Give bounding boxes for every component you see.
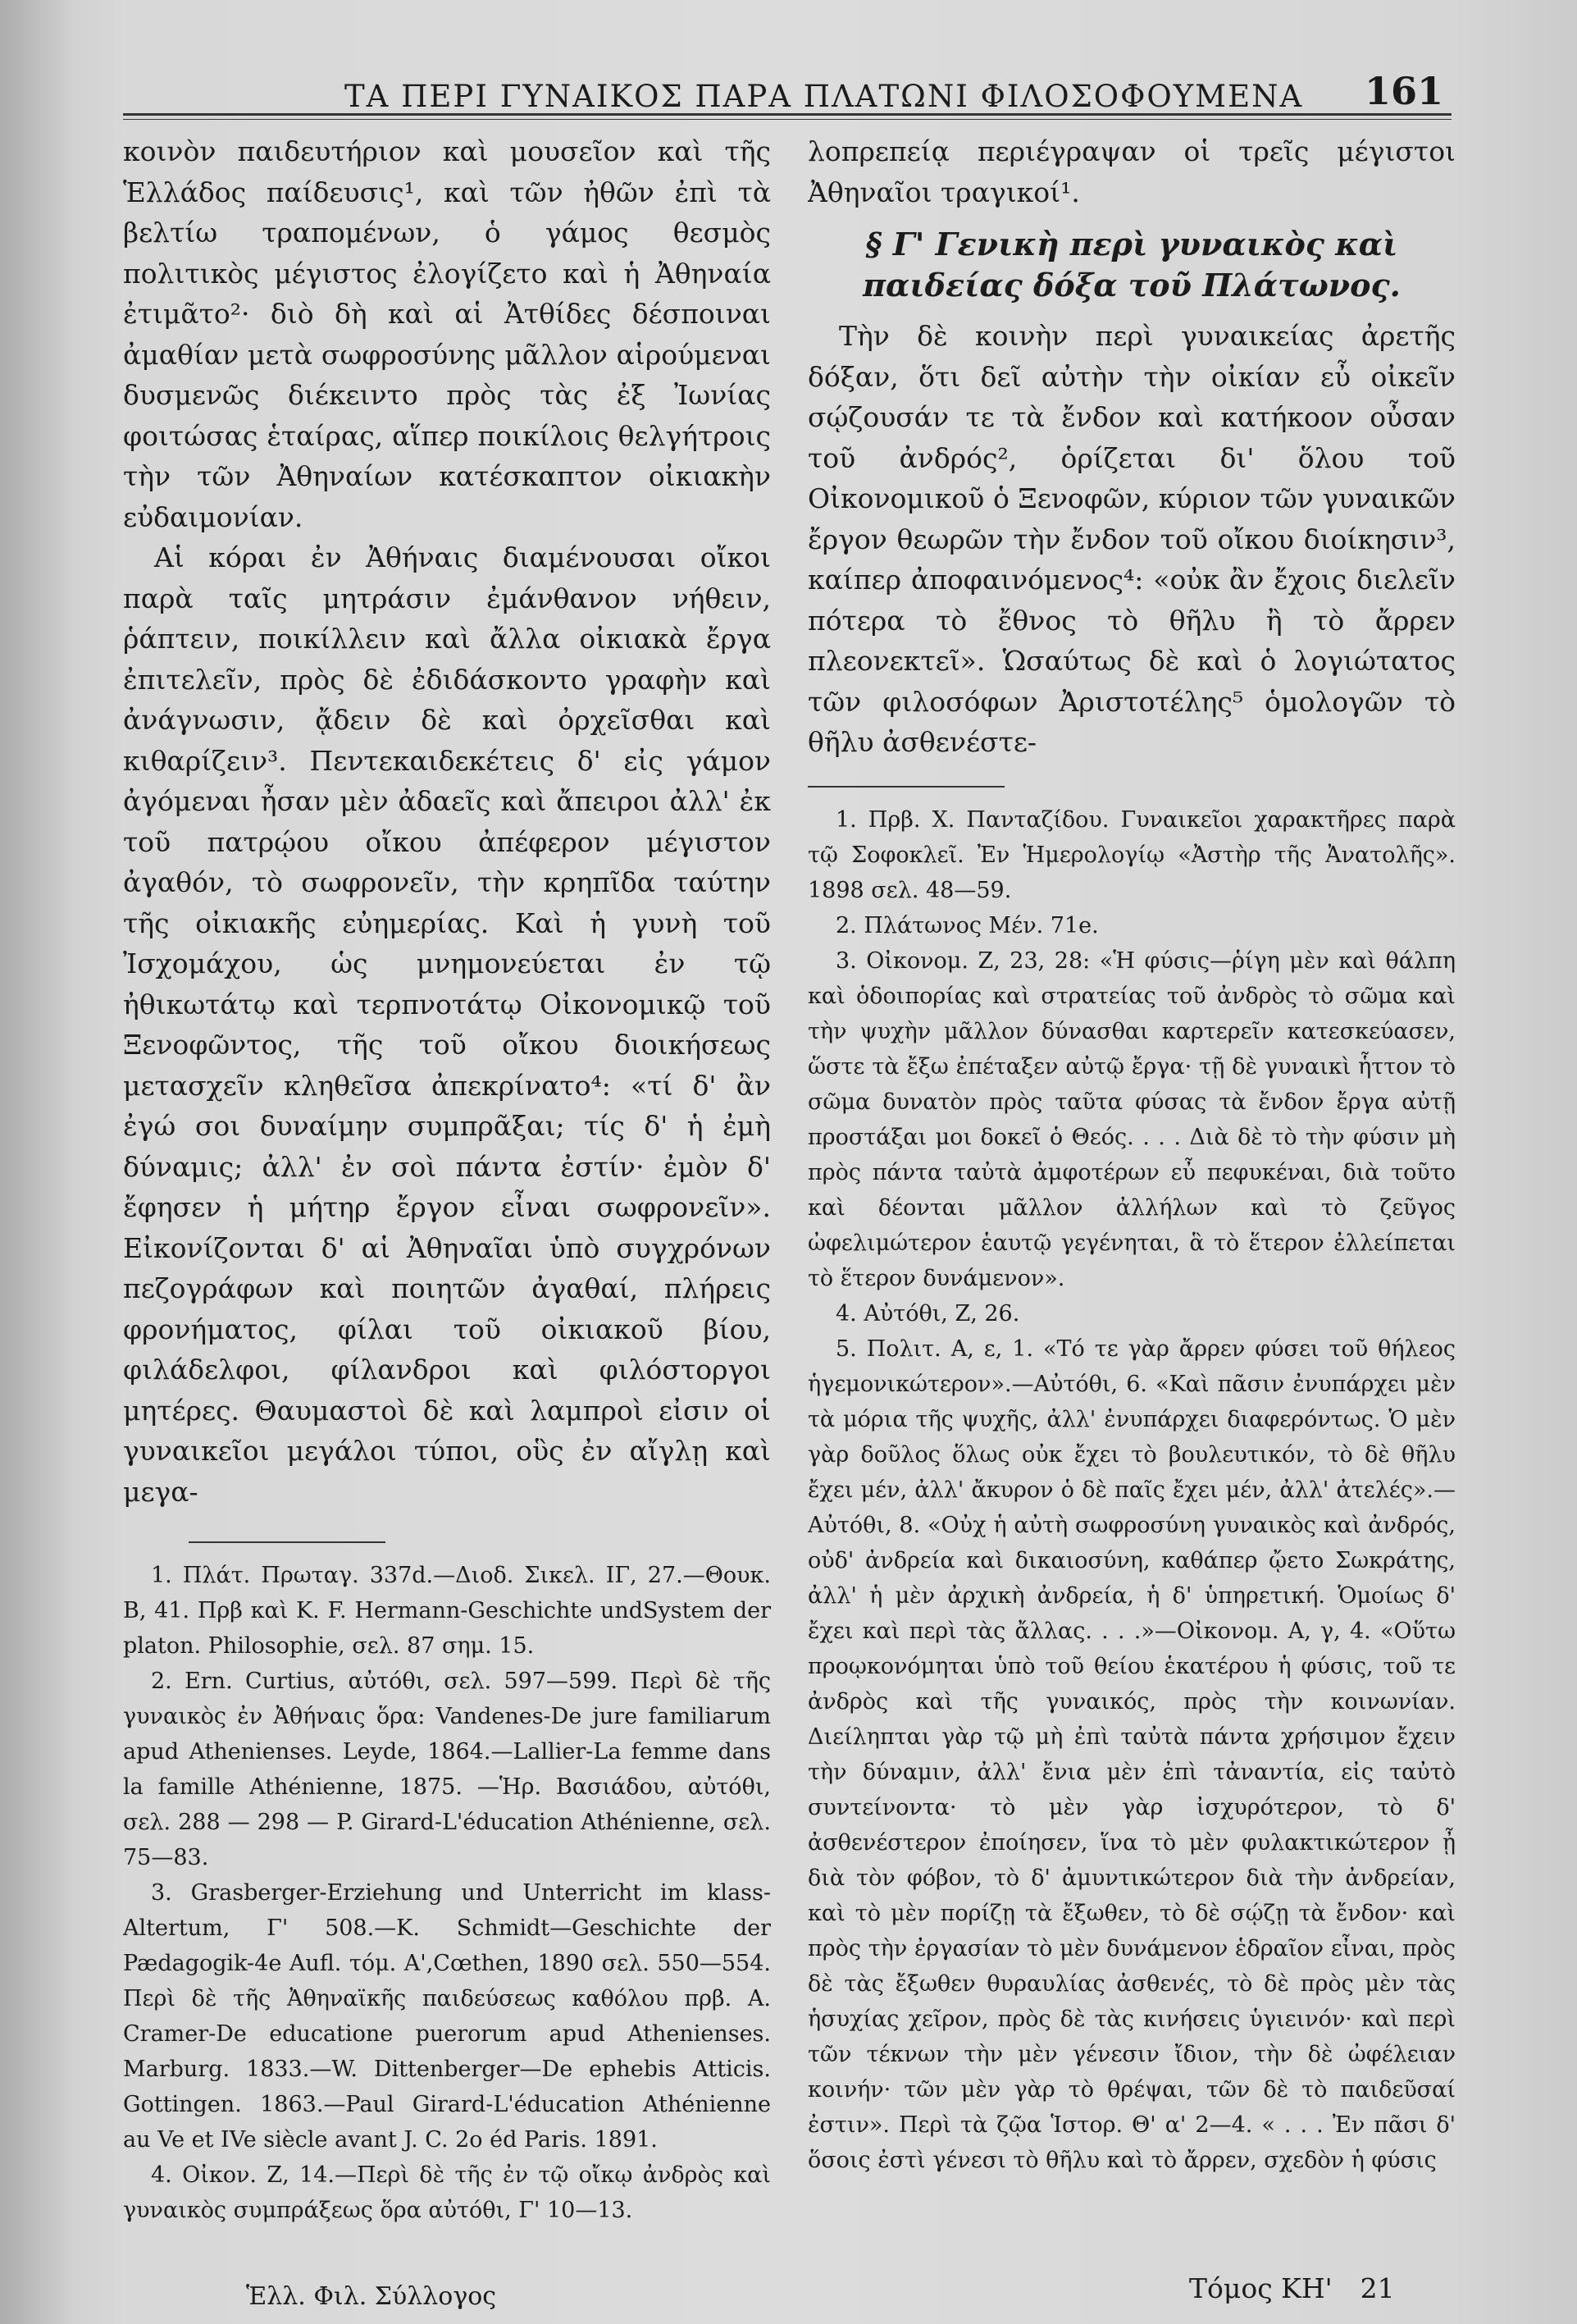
volume-sheet-number: 21: [1360, 2272, 1395, 2304]
right-footnote-4: 4. Αὐτόθι, Ζ, 26.: [836, 1300, 1020, 1326]
right-footnote-2: 2. Πλάτωνος Μέν. 71e.: [836, 912, 1099, 938]
left-column: [123, 131, 771, 2248]
left-footnote-4: 4. Οἰκον. Ζ, 14.—Περὶ δὲ τῆς ἐν τῷ οἴκῳ ἀνδρὸς καὶ γυναικὸς συμπράξεως ὅρα αὐτόθι, Γ' 10—13.: [123, 2162, 771, 2223]
left-footnote-2: 2. Ern. Curtius, αὐτόθι, σελ. 597—599. Περὶ δὲ τῆς γυναικὸς ἐν Ἀθήναις ὅρα: Vandenes-De jure familiarum apud Athenienses. Leyde, 1864.—Lallier-La femme dans la famille Athénienne, 1875. —Ἡρ. Βασιάδου, αὐτόθι, σελ. 288 — 298 — P. Girard-L'éducation Athénienne, σελ. 75—83.: [123, 1669, 771, 1870]
left-body-text: [123, 131, 771, 1512]
right-footnote-rule: [808, 786, 1005, 788]
society-signature: Ἑλλ. Φιλ. Σύλλογος: [246, 2282, 497, 2311]
left-footnote-rule: [189, 1541, 385, 1543]
volume-label: Τόμος ΚΗ': [1189, 2272, 1333, 2304]
left-footnote-3: 3. Grasberger-Erziehung und Unterricht im klass-Altertum, Γ' 508.—K. Schmidt—Geschichte der Pædagogik-4e Aufl. τόμ. Α',Cœthen, 1890 σελ. 550—554. Περὶ δὲ τῆς Ἀθηναϊκῆς παιδεύσεως καθόλου πρβ. A. Cramer-De educatione puerorum apud Athenienses. Marburg. 1833.—W. Dittenberger—De ephebis Atticis. Gottingen. 1863.—Paul Girard-L'éducation Athénienne au Ve et IVe siècle avant J. C. 2o éd Paris. 1891.: [123, 1880, 771, 2153]
left-footnote-1: 1. Πλάτ. Πρωταγ. 337d.—Διοδ. Σικελ. ΙΓ, 27.—Θουκ. Β, 41. Πρβ καὶ K. F. Hermann-Geschichte undSystem der platon. Philosophie, σελ. 87 σημ. 15.: [123, 1563, 771, 1659]
left-footnotes: [123, 1558, 771, 2228]
page-number: 161: [1364, 69, 1443, 113]
right-column: [808, 131, 1456, 2248]
right-body-text: [808, 131, 1456, 763]
header-rule: [123, 113, 1452, 120]
right-lead-in: λοπρεπείᾳ περιέγραψαν οἱ τρεῖς μέγιστοι Ἀθηναῖοι τραγικοί¹.: [808, 135, 1456, 208]
right-footnote-5: 5. Πολιτ. Α, ε, 1. «Τό τε γὰρ ἄρρεν φύσει τοῦ θήλεος ἡγεμονικώτερον».—Αὐτόθι, 6. «Καὶ πᾶσιν ἐνυπάρχει μὲν τὰ μόρια τῆς ψυχῆς, ἀλλ' ἐνυπάρχει διαφερόντως. Ὁ μὲν γὰρ δοῦλος ὅλως οὐκ ἔχει τὸ βουλευτικόν, τὸ δὲ θῆλυ ἔχει μέν, ἀλλ' ἄκυρον ὁ δὲ παῖς ἔχει μέν, ἀλλ' ἀτελές».—Αὐτόθι, 8. «Οὐχ ἡ αὐτὴ σωφροσύνη γυναικὸς καὶ ἀνδρός, οὐδ' ἀνδρεία καὶ δικαιοσύνη, καθάπερ ᾤετο Σωκράτης, ἀλλ' ἡ μὲν ἀρχικὴ ἀνδρεία, ἡ δ' ὑπηρετική. Ὁμοίως δ' ἔχει καὶ περὶ τὰς ἄλλας. . . .»—Οἰκονομ. Α, γ, 4. «Οὕτω προῳκονόμηται ὑπὸ τοῦ θείου ἑκατέρου ἡ φύσις, τοῦ τε ἀνδρὸς καὶ τῆς γυναικός, πρὸς τὴν κοινωνίαν. Διείληπται γὰρ τῷ μὴ ἐπὶ ταὐτὰ πάντα χρήσιμον ἔχειν τὴν δύναμιν, ἀλλ' ἔνια μὲν ἐπὶ τἀναντία, εἰς ταὐτὸ συντείνοντα· τὸ μὲν γὰρ ἰσχυρότερον, τὸ δ' ἀσθενέστερον ἐποίησεν, ἵνα τὸ μὲν φυλακτικώτερον ᾖ διὰ τὸν φόβον, τὸ δ' ἀμυντικώτερον διὰ τὴν ἀνδρείαν, καὶ τὸ μὲν πορίζῃ τὰ ἔξωθεν, τὸ δὲ σῴζῃ τὰ ἔνδον· καὶ πρὸς τὴν ἐργασίαν τὸ μὲν δυνάμενον ἑδραῖον εἶναι, πρὸς δὲ τὰς ἔξωθεν θυραυλίας ἀσθενές, τὸ δὲ πρὸς μὲν τὰς ἡσυχίας χεῖρον, πρὸς δὲ τὰς κινήσεις ὑγιεινόν· καὶ περὶ τῶν τέκνων τὴν μὲν γένεσιν ἴδιον, τὴν δὲ ὠφέλειαν κοινήν· τῶν μὲν γὰρ τὸ θρέψαι, τῶν δὲ τὸ παιδεῦσαί ἐστιν». Περὶ τὰ ζῷα Ἱστορ. Θ' α' 2—4. « . . . Ἐν πᾶσι δ' ὅσοις ἐστὶ γένεσι τὸ θῆλυ καὶ τὸ ἄρρεν, σχεδὸν ἡ φύσις: [808, 1336, 1456, 2173]
running-title: ΤΑ ΠΕΡΙ ΓΥΝΑΙΚΟΣ ΠΑΡΑ ΠΛΑΤΩΝΙ ΦΙΛΟΣΟΦΟΥΜΕΝΑ: [344, 79, 1304, 114]
left-paragraph-1: κοινὸν παιδευτήριον καὶ μουσεῖον καὶ τῆς Ἑλλάδος παίδευσις¹, καὶ τῶν ἠθῶν ἐπὶ τὰ βελτίω τραπομένων, ὁ γάμος θεσμὸς πολιτικὸς μέγιστος ἐλογίζετο καὶ ἡ Ἀθηναία ἐτιμᾶτο²· διὸ δὴ καὶ αἱ Ἀτθίδες δέσποιναι ἀμαθίαν μετὰ σωφροσύνης μᾶλλον αἱρούμεναι δυσμενῶς διέκειντο πρὸς τὰς ἐξ Ἰωνίας φοιτώσας ἑταίρας, αἵπερ ποικίλοις θελγήτροις τὴν τῶν Ἀθηναίων κατέσκαπτον οἰκιακὴν εὐδαιμονίαν.: [123, 135, 771, 533]
volume-signature: [1189, 2272, 1395, 2304]
right-footnote-3: 3. Οἰκονομ. Ζ, 23, 28: «Ἡ φύσις—ῥίγη μὲν καὶ θάλπη καὶ ὁδοιπορίας καὶ στρατείας τοῦ ἀνδρὸς τὸ σῶμα καὶ τὴν ψυχὴν μᾶλλον δύνασθαι καρτερεῖν κατεσκεύασεν, ὥστε τὰ ἔξω ἐπέταξεν αὐτῷ ἔργα· τῇ δὲ γυναικὶ ἧττον τὸ σῶμα δυνατὸν πρὸς ταῦτα φύσας τὰ ἔνδον ἔργα αὐτῇ προστάξαι μοι δοκεῖ ὁ Θεός. . . . Διὰ δὲ τὸ τὴν φύσιν μὴ πρὸς πάντα ταὐτὰ ἀμφοτέρων εὖ πεφυκέναι, διὰ τοῦτο καὶ δέονται μᾶλλον ἀλλήλων καὶ τὸ ζεῦγος ὠφελιμώτερον ἑαυτῷ γεγένηται, ἃ τὸ ἕτερον ἐλλείπεται τὸ ἕτερον δυνάμενον».: [808, 947, 1456, 1291]
right-paragraph: Τὴν δὲ κοινὴν περὶ γυναικείας ἀρετῆς δόξαν, ὅτι δεῖ αὐτὴν τὴν οἰκίαν εὖ οἰκεῖν σῴζουσάν τε τὰ ἔνδον καὶ κατήκοον οὖσαν τοῦ ἀνδρός², ὁρίζεται δι' ὅλου τοῦ Οἰκονομικοῦ ὁ Ξενοφῶν, κύριον τῶν γυναικῶν ἔργον θεωρῶν τὴν ἔνδον τοῦ οἴκου διοίκησιν³, καίπερ ἀποφαινόμενος⁴: «οὐκ ἂν ἔχοις διελεῖν πότερα τὸ ἔθνος τὸ θῆλυ ἢ τὸ ἄρρεν πλεονεκτεῖ». Ὡσαύτως δὲ καὶ ὁ λογιώτατος τῶν φιλοσόφων Ἀριστοτέλης⁵ ὁμολογῶν τὸ θῆλυ ἀσθενέστε-: [808, 320, 1456, 758]
left-paragraph-2: Αἱ κόραι ἐν Ἀθήναις διαμένουσαι οἴκοι παρὰ ταῖς μητράσιν ἐμάνθανον νήθειν, ῥάπτειν, ποικίλλειν καὶ ἄλλα οἰκιακὰ ἔργα ἐπιτελεῖν, πρὸς δὲ ἐδιδάσκοντο γραφὴν καὶ ἀνάγνωσιν, ᾄδειν δὲ καὶ ὀρχεῖσθαι καὶ κιθαρίζειν³. Πεντεκαιδεκέτεις δ' εἰς γάμον ἀγόμεναι ἦσαν μὲν ἀδαεῖς καὶ ἄπειροι ἀλλ' ἐκ τοῦ πατρῴου οἴκου ἀπέφερον μέγιστον ἀγαθόν, τὸ σωφρονεῖν, τὴν κρηπῖδα ταύτην τῆς οἰκιακῆς εὐημερίας. Καὶ ἡ γυνὴ τοῦ Ἰσχομάχου, ὡς μνημονεύεται ἐν τῷ ἠθικωτάτῳ καὶ τερπνοτάτῳ Οἰκονομικῷ τοῦ Ξενοφῶντος, τῆς τοῦ οἴκου διοικήσεως μετασχεῖν κληθεῖσα ἀπεκρίνατο⁴: «τί δ' ἂν ἐγώ σοι δυναίμην συμπρᾶξαι; τίς δ' ἡ ἐμὴ δύναμις; ἀλλ' ἐν σοὶ πάντα ἐστίν· ἐμὸν δ' ἔφησεν ἡ μήτηρ ἔργον εἶναι σωφρονεῖν». Εἰκονίζονται δ' αἱ Ἀθηναῖαι ὑπὸ συγχρόνων πεζογράφων καὶ ποιητῶν ἀγαθαί, πλήρεις φρονήματος, φίλαι τοῦ οἰκιακοῦ βίου, φιλάδελφοι, φίλανδροι καὶ φιλόστοργοι μητέρες. Θαυμαστοὶ δὲ καὶ λαμπροὶ εἰσιν οἱ γυναικεῖοι μεγάλοι τύποι, οὓς ἐν αἴγλῃ καὶ μεγα-: [123, 541, 771, 1508]
right-footnotes: [808, 802, 1456, 2178]
section-heading: § Γ' Γενικὴ περὶ γυναικὸς καὶ παιδείας δόξα τοῦ Πλάτωνος.: [863, 226, 1401, 304]
right-footnote-1: 1. Πρβ. Χ. Πανταζίδου. Γυναικεῖοι χαρακτῆρες παρὰ τῷ Σοφοκλεῖ. Ἐν Ἡμερολογίῳ «Ἀστὴρ τῆς Ἀνατολῆς». 1898 σελ. 48—59.: [808, 806, 1456, 903]
